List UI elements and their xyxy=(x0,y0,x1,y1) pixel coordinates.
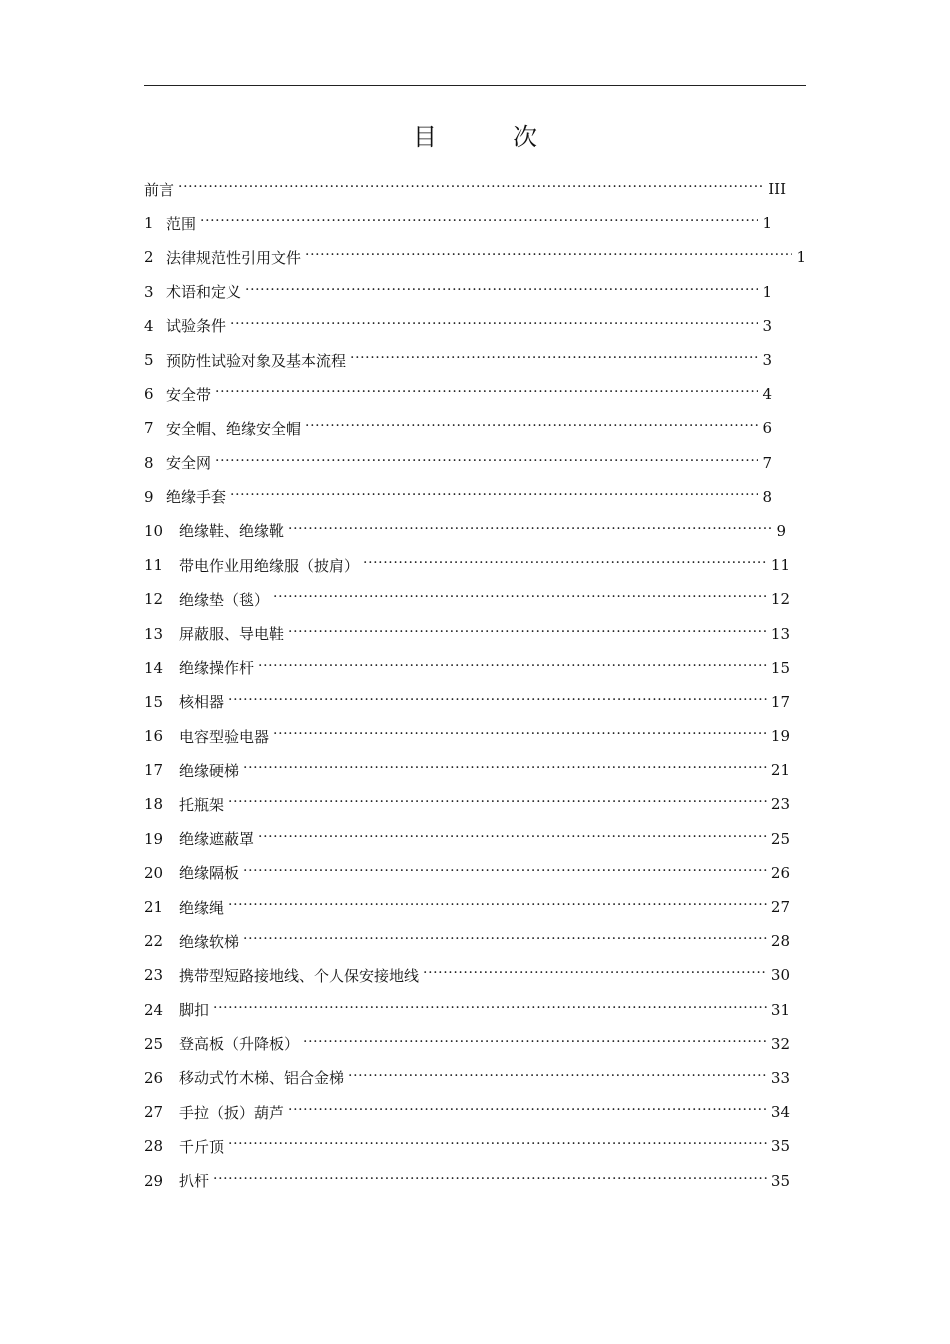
table-of-contents xyxy=(144,172,824,1198)
toc-entry-page: 8 xyxy=(762,487,772,506)
toc-entry-label: 脚扣 xyxy=(179,1001,210,1020)
toc-entry-number: 21 xyxy=(144,898,164,917)
toc-entry-page: 1 xyxy=(762,214,772,233)
toc-entry[interactable] xyxy=(144,206,772,240)
toc-entry-number: 11 xyxy=(144,556,164,575)
toc-entry-label: 法律规范性引用文件 xyxy=(166,248,302,267)
toc-entry[interactable] xyxy=(144,753,790,787)
dot-leader xyxy=(273,590,767,608)
toc-entry[interactable] xyxy=(144,411,772,445)
toc-entry-page: 23 xyxy=(770,795,790,814)
dot-leader xyxy=(363,556,767,574)
toc-entry-label: 托瓶架 xyxy=(179,795,225,814)
toc-entry-page: 33 xyxy=(770,1068,790,1087)
toc-entry-page: 32 xyxy=(770,1034,790,1053)
toc-entry[interactable] xyxy=(144,172,786,206)
toc-entry[interactable] xyxy=(144,958,790,992)
toc-entry-label: 绝缘垫（毯） xyxy=(179,590,270,609)
dot-leader xyxy=(213,1172,767,1190)
toc-entry[interactable] xyxy=(144,548,790,582)
toc-entry-label: 预防性试验对象及基本流程 xyxy=(166,351,347,370)
toc-entry-page: 3 xyxy=(762,316,772,335)
dot-leader xyxy=(288,522,772,540)
toc-entry-number: 14 xyxy=(144,658,164,677)
toc-entry[interactable] xyxy=(144,1129,790,1163)
toc-entry-label: 手拉（扳）葫芦 xyxy=(179,1103,285,1122)
toc-entry-label: 扒杆 xyxy=(179,1172,210,1191)
toc-entry-page: 35 xyxy=(770,1137,790,1156)
toc-entry-page: 9 xyxy=(776,521,786,540)
toc-entry-number: 27 xyxy=(144,1103,164,1122)
dot-leader xyxy=(245,283,758,301)
toc-entry-label: 移动式竹木梯、铝合金梯 xyxy=(179,1069,345,1088)
toc-entry-label: 绝缘手套 xyxy=(166,488,227,507)
dot-leader xyxy=(200,214,758,232)
dot-leader xyxy=(230,317,758,335)
toc-entry-number: 26 xyxy=(144,1068,164,1087)
toc-entry-number: 15 xyxy=(144,692,164,711)
toc-entry[interactable] xyxy=(144,993,790,1027)
toc-entry-page: 12 xyxy=(770,590,790,609)
toc-entry[interactable] xyxy=(144,1061,790,1095)
toc-entry-page: III xyxy=(768,180,786,199)
toc-entry[interactable] xyxy=(144,890,790,924)
toc-entry[interactable] xyxy=(144,856,790,890)
toc-entry-number: 1 xyxy=(144,214,154,233)
dot-leader xyxy=(350,351,758,369)
toc-entry-label: 范围 xyxy=(166,214,197,233)
toc-entry[interactable] xyxy=(144,309,772,343)
dot-leader xyxy=(288,625,767,643)
toc-entry-label: 绝缘绳 xyxy=(179,898,225,917)
dot-leader xyxy=(243,761,767,779)
toc-entry-label: 登高板（升降板） xyxy=(179,1035,300,1054)
toc-entry[interactable] xyxy=(144,582,790,616)
toc-entry-page: 13 xyxy=(770,624,790,643)
toc-entry[interactable] xyxy=(144,377,772,411)
toc-entry-page: 3 xyxy=(762,351,772,370)
toc-entry-page: 31 xyxy=(770,1000,790,1019)
dot-leader xyxy=(258,659,767,677)
dot-leader xyxy=(273,727,767,745)
toc-entry[interactable] xyxy=(144,787,790,821)
toc-entry-number: 2 xyxy=(144,248,154,267)
toc-entry-number: 16 xyxy=(144,727,164,746)
toc-entry-page: 25 xyxy=(770,829,790,848)
toc-entry-page: 21 xyxy=(770,761,790,780)
toc-entry-page: 34 xyxy=(770,1103,790,1122)
toc-entry[interactable] xyxy=(144,446,772,480)
toc-entry-label: 绝缘鞋、绝缘靴 xyxy=(179,522,285,541)
dot-leader xyxy=(305,419,758,437)
toc-entry-number: 17 xyxy=(144,761,164,780)
toc-entry-number: 29 xyxy=(144,1171,164,1190)
toc-entry-page: 4 xyxy=(762,385,772,404)
page-title: 目 次 xyxy=(413,123,563,151)
toc-entry-number: 23 xyxy=(144,966,164,985)
dot-leader xyxy=(215,454,758,472)
toc-entry[interactable] xyxy=(144,275,772,309)
toc-entry[interactable] xyxy=(144,343,772,377)
toc-entry-page: 26 xyxy=(770,863,790,882)
dot-leader xyxy=(213,1001,767,1019)
dot-leader xyxy=(288,1103,767,1121)
toc-entry-page: 27 xyxy=(770,898,790,917)
toc-entry-page: 7 xyxy=(762,453,772,472)
toc-entry[interactable] xyxy=(144,1095,790,1129)
toc-entry-label: 绝缘操作杆 xyxy=(179,659,255,678)
toc-entry-page: 11 xyxy=(770,556,790,575)
toc-entry-label: 带电作业用绝缘服（披肩） xyxy=(179,556,360,575)
toc-entry-label: 绝缘隔板 xyxy=(179,864,240,883)
toc-entry-number: 5 xyxy=(144,351,154,370)
toc-entry[interactable] xyxy=(144,685,790,719)
toc-entry-number: 3 xyxy=(144,282,154,301)
toc-entry-page: 15 xyxy=(770,658,790,677)
toc-entry-label: 前言 xyxy=(144,180,175,199)
toc-entry-page: 17 xyxy=(770,692,790,711)
dot-leader xyxy=(228,795,767,813)
toc-entry-label: 核相器 xyxy=(179,693,225,712)
toc-entry-number: 19 xyxy=(144,829,164,848)
dot-leader xyxy=(178,180,764,198)
dot-leader xyxy=(423,966,767,984)
toc-entry[interactable] xyxy=(144,651,790,685)
toc-entry[interactable] xyxy=(144,1163,790,1197)
header-rule xyxy=(144,85,806,86)
dot-leader xyxy=(228,898,767,916)
dot-leader xyxy=(305,248,792,266)
dot-leader xyxy=(215,385,758,403)
toc-entry-label: 绝缘遮蔽罩 xyxy=(179,830,255,849)
toc-entry[interactable] xyxy=(144,822,790,856)
dot-leader xyxy=(348,1069,767,1087)
toc-entry-number: 8 xyxy=(144,453,154,472)
toc-entry-page: 19 xyxy=(770,727,790,746)
toc-entry-page: 1 xyxy=(796,248,806,267)
dot-leader xyxy=(303,1035,767,1053)
dot-leader xyxy=(258,830,767,848)
toc-entry-label: 术语和定义 xyxy=(166,283,242,302)
toc-entry-number: 24 xyxy=(144,1000,164,1019)
toc-entry-number: 28 xyxy=(144,1137,164,1156)
toc-entry[interactable] xyxy=(144,240,806,274)
toc-entry[interactable] xyxy=(144,924,790,958)
toc-entry[interactable] xyxy=(144,514,786,548)
toc-entry-number: 6 xyxy=(144,385,154,404)
dot-leader xyxy=(230,488,758,506)
toc-entry-label: 安全网 xyxy=(166,454,212,473)
dot-leader xyxy=(228,1137,767,1155)
toc-entry-page: 6 xyxy=(762,419,772,438)
toc-entry-label: 电容型验电器 xyxy=(179,727,270,746)
toc-entry[interactable] xyxy=(144,480,772,514)
toc-entry-page: 28 xyxy=(770,932,790,951)
toc-entry-number: 25 xyxy=(144,1034,164,1053)
toc-entry-label: 绝缘软梯 xyxy=(179,932,240,951)
toc-entry-number: 22 xyxy=(144,932,164,951)
toc-entry[interactable] xyxy=(144,616,790,650)
toc-entry-label: 安全带 xyxy=(166,385,212,404)
toc-entry-number: 18 xyxy=(144,795,164,814)
toc-entry-page: 35 xyxy=(770,1171,790,1190)
toc-entry-number: 7 xyxy=(144,419,154,438)
toc-entry-label: 绝缘硬梯 xyxy=(179,761,240,780)
toc-entry-label: 屏蔽服、导电鞋 xyxy=(179,625,285,644)
toc-entry-label: 千斤顶 xyxy=(179,1137,225,1156)
toc-entry-page: 30 xyxy=(770,966,790,985)
toc-entry-number: 10 xyxy=(144,521,164,540)
toc-entry-number: 20 xyxy=(144,863,164,882)
toc-entry-number: 4 xyxy=(144,316,154,335)
toc-entry-label: 安全帽、绝缘安全帽 xyxy=(166,419,302,438)
dot-leader xyxy=(243,932,767,950)
toc-entry-number: 12 xyxy=(144,590,164,609)
dot-leader xyxy=(243,864,767,882)
dot-leader xyxy=(228,693,767,711)
toc-entry-number: 13 xyxy=(144,624,164,643)
toc-entry-label: 携带型短路接地线、个人保安接地线 xyxy=(179,966,420,985)
toc-entry[interactable] xyxy=(144,1027,790,1061)
toc-entry[interactable] xyxy=(144,719,790,753)
toc-entry-number: 9 xyxy=(144,487,154,506)
toc-entry-page: 1 xyxy=(762,282,772,301)
toc-entry-label: 试验条件 xyxy=(166,317,227,336)
